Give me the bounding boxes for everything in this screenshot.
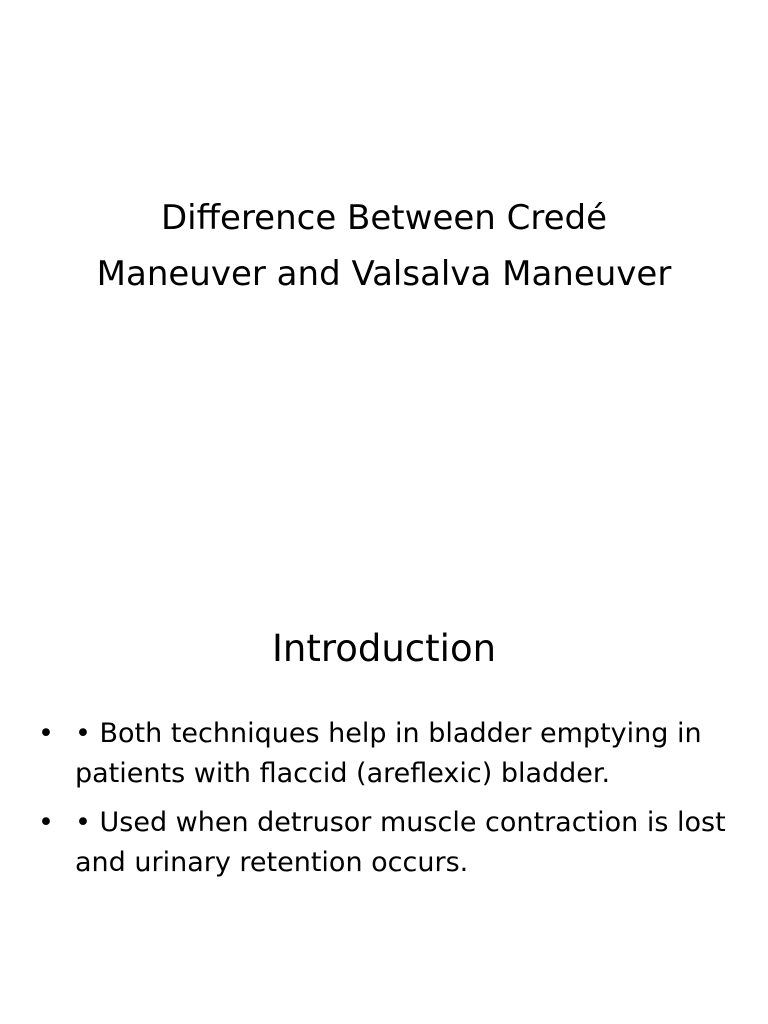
bullet-list — [38, 714, 728, 892]
slide-title: Introduction — [271, 627, 497, 670]
presentation-title — [40, 190, 728, 302]
bullet-item — [38, 714, 728, 794]
content-slide-introduction — [0, 512, 768, 1024]
presentation-title-line-2: Maneuver and Valsalva Maneuver — [96, 254, 672, 294]
bullet-marker: • — [38, 718, 54, 749]
bullet-marker: • — [38, 807, 54, 838]
bullet-item — [38, 803, 728, 883]
bullet-text: • Both techniques help in bladder emptying in patients with flaccid (areflexic) bladder. — [75, 718, 702, 789]
presentation-title-line-1: Difference Between Credé — [160, 198, 608, 238]
bullet-text: • Used when detrusor muscle contraction is lost and urinary retention occurs. — [75, 807, 726, 878]
